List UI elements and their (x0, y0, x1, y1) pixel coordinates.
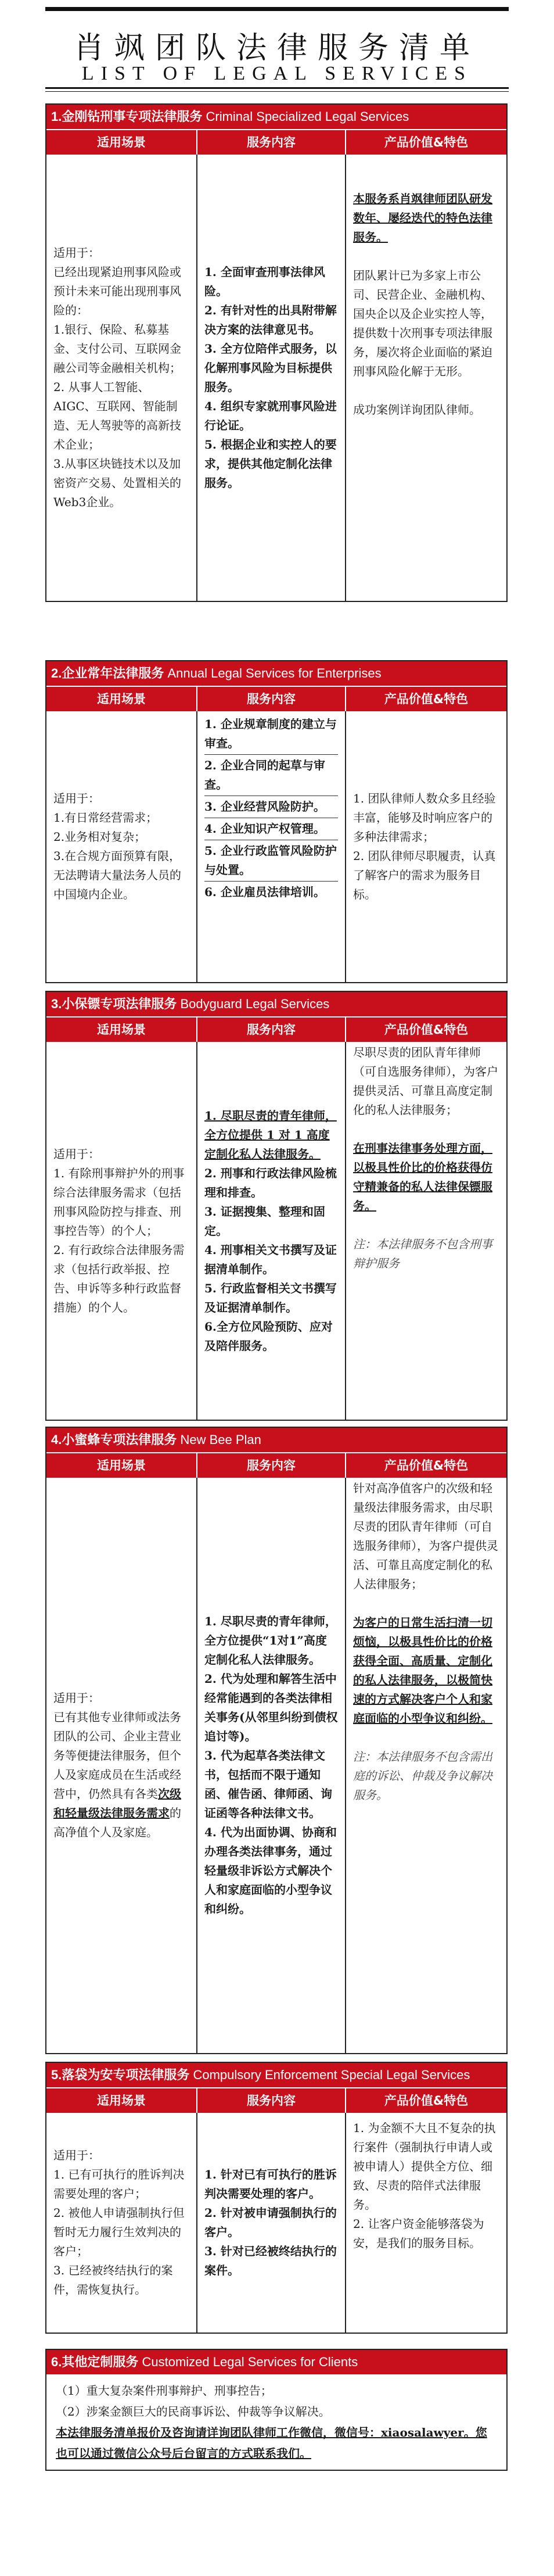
content-cell (196, 1478, 345, 2053)
value-highlight: 为客户的日常生活扫清一切烦恼，以极具性价比的价格获得全面、高质量、定制化的私人法律服务，以极简快速的方式解决客户个人和家庭面临的小型争议和纠纷。 (353, 1615, 492, 1725)
value-cell (345, 711, 506, 982)
value-cell (345, 1042, 506, 1420)
scene-cell (46, 155, 196, 601)
scene-line: 1.有日常经营需求； (53, 811, 158, 825)
section-body (46, 155, 506, 601)
section-title-en: Bodyguard Legal Services (180, 997, 330, 1011)
section-header (46, 105, 506, 129)
title-rule-thin (45, 91, 509, 92)
section-annual-services (45, 660, 508, 983)
content-item: 4. 代为出面协调、协商和办理各类法律事务，通过轻量级非诉讼方式解决个人和家庭面临的小型争议和纠纷。 (204, 1825, 337, 1916)
col-scene-header: 适用场景 (97, 135, 146, 149)
section-title-en: Customized Legal Services for Clients (142, 2355, 358, 2369)
section-title-cn: 5.落袋为安专项法律服务 (51, 2068, 190, 2082)
section-body (46, 711, 506, 982)
value-highlight: 在刑事法律事务处理方面，以极具性价比的价格获得仿守精兼备的私人法律保镖服务。 (353, 1141, 492, 1213)
scene-cell (46, 2113, 196, 2333)
scene-line: 2.业务相对复杂； (53, 830, 146, 844)
custom-line: （1）重大复杂案件刑事辩护、刑事控告； (56, 2384, 272, 2398)
col-content-header: 服务内容 (196, 130, 345, 155)
value-note: 注：本法律服务不包含需出庭的诉讼、仲裁及争议解决服务。 (353, 1750, 492, 1802)
value-note: 注：本法律服务不包含刑事辩护服务 (353, 1237, 492, 1270)
section-header (46, 2350, 506, 2374)
scene-line: 3.从事区块链技术以及加密资产交易、处置相关的Web3企业。 (53, 457, 181, 509)
section-bodyguard-services (45, 991, 508, 1421)
scene-line: 1. 已有可执行的胜诉判决需要处理的客户； (53, 2167, 185, 2201)
content-item: 3. 针对已经被终结执行的案件。 (204, 2244, 337, 2277)
scene-line: 2. 有行政综合法律服务需求（包括行政举报、控告、申诉等多种行政监督措施）的个人。 (53, 1242, 185, 1314)
title-rule (45, 87, 509, 89)
value-text: 1. 团队律师人数众多且经验丰富，能够及时响应客户的多种法律需求； (353, 791, 496, 844)
content-item: 5. 根据企业和实控人的要求，提供其他定制化法律服务。 (204, 438, 337, 490)
top-rule (45, 7, 509, 11)
scene-line: 适用于： (53, 246, 100, 260)
content-item: 1. 企业规章制度的建立与审查。 (204, 714, 338, 755)
document-title: 肖飒团队法律服务清单 (73, 31, 480, 66)
value-text: 2. 让客户资金能够落袋为安，是我们的服务目标。 (353, 2217, 484, 2250)
content-item: 4. 刑事相关文书撰写及证据清单制作。 (204, 1242, 337, 1276)
scene-line: 适用于： (53, 791, 100, 805)
section-title-en: Compulsory Enforcement Special Legal Services (193, 2068, 470, 2082)
section-title-cn: 3.小保镖专项法律服务 (51, 997, 177, 1011)
content-item: 5. 行政监督相关文书撰写及证据清单制作。 (204, 1281, 337, 1314)
document-subtitle: LIST OF LEGAL SERVICES (81, 63, 473, 84)
scene-line: 已经出现紧迫刑事风险或预计未来可能出现刑事风险的： (53, 265, 181, 317)
value-cell (345, 1478, 506, 2053)
content-cell (196, 155, 345, 601)
scene-line: 已有其他专业律师或法务团队的公司、企业主营业务等便捷法律服务，但个人及家庭成员在生活或经营中，仍然具有各类 (53, 1710, 181, 1801)
section-title-en: New Bee Plan (180, 1432, 261, 1447)
value-text: 1. 为金额不大且不复杂的执行案件（强制执行申请人或被申请人）提供全方位、细致、尽责的陪伴式法律服务。 (353, 2121, 496, 2212)
value-cell (345, 2113, 506, 2333)
value-highlight: 本服务系肖飒律师团队研发数年、屡经迭代的特色法律服务。 (353, 192, 492, 244)
col-value-header: 产品价值&特色 (345, 130, 506, 155)
content-item: 2. 刑事和行政法律风险梳理和排查。 (204, 1166, 337, 1199)
col-content-header: 服务内容 (196, 2088, 345, 2113)
col-content-header: 服务内容 (196, 687, 345, 711)
content-item: 4. 组织专家就刑事风险进行论证。 (204, 399, 337, 432)
section-header (46, 661, 506, 686)
scene-highlight: 次级和轻量级法律服务需求 (53, 1787, 181, 1820)
section-body (46, 1042, 506, 1420)
content-item: 6. 企业雇员法律培训。 (204, 885, 325, 899)
content-item: 4. 企业知识产权管理。 (204, 818, 338, 840)
content-item: 1. 尽职尽责的青年律师，全方位提供 1 对 1 高度定制化私人法律服务。 (204, 1108, 337, 1161)
content-item: 1. 全面审查刑事法律风险。 (204, 265, 325, 298)
section-header (46, 1428, 506, 1452)
custom-line: （2）涉案金额巨大的民商事诉讼、仲裁等争议解决。 (56, 2405, 330, 2419)
value-text: 尽职尽责的团队青年律师（可自选服务律师），为客户提供灵活、可靠且高度定制化的私人法律服务； (353, 1045, 498, 1117)
column-headers (46, 1016, 506, 1042)
section-title-cn: 2.企业常年法律服务 (51, 666, 164, 680)
section-title-en: Criminal Specialized Legal Services (206, 109, 409, 124)
value-cell (345, 155, 506, 601)
scene-cell (46, 1478, 196, 2053)
custom-body (46, 2374, 506, 2470)
value-text: 团队累计已为多家上市公司、民营企业、金融机构、国央企以及企业实控人等，提供数十次刑事专项法律服务，屡次将企业面临的紧迫刑事风险化解于无形。 (353, 268, 492, 378)
scene-line: 2. 从事人工智能、AIGC、互联网、智能制造、无人驾驶等的高新技术企业； (53, 380, 181, 452)
column-headers (46, 2087, 506, 2113)
content-cell (196, 1042, 345, 1420)
section-body (46, 1478, 506, 2053)
content-cell (196, 711, 345, 982)
content-item: 1. 尽职尽责的青年律师，全方位提供“1对1”高度定制化私人法律服务。 (204, 1614, 337, 1667)
col-content-header: 服务内容 (196, 1017, 345, 1042)
content-item: 1. 针对已有可执行的胜诉判决需要处理的客户。 (204, 2167, 337, 2201)
scene-line: 适用于： (53, 2148, 100, 2162)
col-scene-header: 适用场景 (97, 1023, 146, 1037)
scene-line: 适用于： (53, 1147, 100, 1161)
scene-line: 的高净值个人及家庭。 (53, 1806, 181, 1839)
col-scene-header: 适用场景 (97, 1459, 146, 1472)
section-custom-services (45, 2349, 508, 2471)
section-body (46, 2113, 506, 2333)
content-item: 2. 针对被申请强制执行的客户。 (204, 2206, 337, 2239)
section-title-cn: 6.其他定制服务 (51, 2355, 139, 2369)
value-text: 针对高净值客户的次级和轻量级法律服务需求，由尽职尽责的团队青年律师（可自选服务律师），为客户提供灵活、可靠且高度定制化的私人法律服务； (353, 1481, 498, 1591)
value-text: 成功案例详询团队律师。 (353, 403, 481, 417)
scene-line: 3.在合规方面预算有限，无法聘请大量法务人员的中国境内企业。 (53, 849, 181, 901)
col-value-header: 产品价值&特色 (345, 2088, 506, 2113)
col-scene-header: 适用场景 (97, 2094, 146, 2108)
content-item: 3. 企业经营风险防护。 (204, 796, 338, 818)
section-criminal-services (45, 103, 508, 602)
col-scene-header: 适用场景 (97, 692, 146, 706)
content-cell (196, 2113, 345, 2333)
section-header (46, 992, 506, 1016)
contact-info: 本法律服务清单报价及咨询请详询团队律师工作微信，微信号：xiaosalawyer。您也可以通过微信公众号后台留言的方式联系我们。 (56, 2425, 487, 2460)
section-enforcement-services (45, 2062, 508, 2334)
content-item: 2. 企业合同的起草与审查。 (204, 755, 338, 796)
scene-cell (46, 1042, 196, 1420)
content-item: 5. 企业行政监管风险防护与处置。 (204, 840, 338, 882)
col-value-header: 产品价值&特色 (345, 1453, 506, 1478)
scene-cell (46, 711, 196, 982)
col-content-header: 服务内容 (196, 1453, 345, 1478)
section-new-bee-plan (45, 1427, 508, 2054)
scene-line: 1.银行、保险、私募基金、支付公司、互联网金融公司等金融相关机构； (53, 323, 181, 375)
content-item: 3. 代为起草各类法律文书，包括而不限于通知函、催告函、律师函、询证函等各种法律文书。 (204, 1749, 332, 1820)
scene-line: 3. 已经被终结执行的案件，需恢复执行。 (53, 2263, 173, 2296)
scene-line: 适用于： (53, 1691, 100, 1705)
section-header (46, 2063, 506, 2087)
scene-line: 1. 有除刑事辩护外的刑事综合法律服务需求（包括刑事风险防控与排查、刑事控告等）的个人； (53, 1166, 185, 1238)
content-item: 6.全方位风险预防、应对及陪伴服务。 (204, 1319, 333, 1353)
column-headers (46, 686, 506, 711)
column-headers (46, 129, 506, 155)
content-item: 3. 全方位陪伴式服务，以化解刑事风险为目标提供服务。 (204, 342, 337, 394)
section-title-cn: 4.小蜜蜂专项法律服务 (51, 1432, 177, 1447)
content-item: 2. 代为处理和解答生活中经常能遇到的各类法律相关事务(从邻里纠纷到债权追讨等)。 (204, 1672, 338, 1743)
col-value-header: 产品价值&特色 (345, 687, 506, 711)
column-headers (46, 1452, 506, 1478)
col-value-header: 产品价值&特色 (345, 1017, 506, 1042)
content-item: 2. 有针对性的出具附带解决方案的法律意见书。 (204, 303, 337, 336)
value-text: 2. 团队律师尽职履责，认真了解客户的需求为服务目标。 (353, 849, 496, 901)
section-title-cn: 1.金刚钻刑事专项法律服务 (51, 109, 203, 124)
content-item: 3. 证据搜集、整理和固定。 (204, 1204, 325, 1238)
scene-line: 2. 被他人申请强制执行但暂时无力履行生效判决的客户； (53, 2206, 185, 2258)
section-title-en: Annual Legal Services for Enterprises (167, 666, 382, 680)
